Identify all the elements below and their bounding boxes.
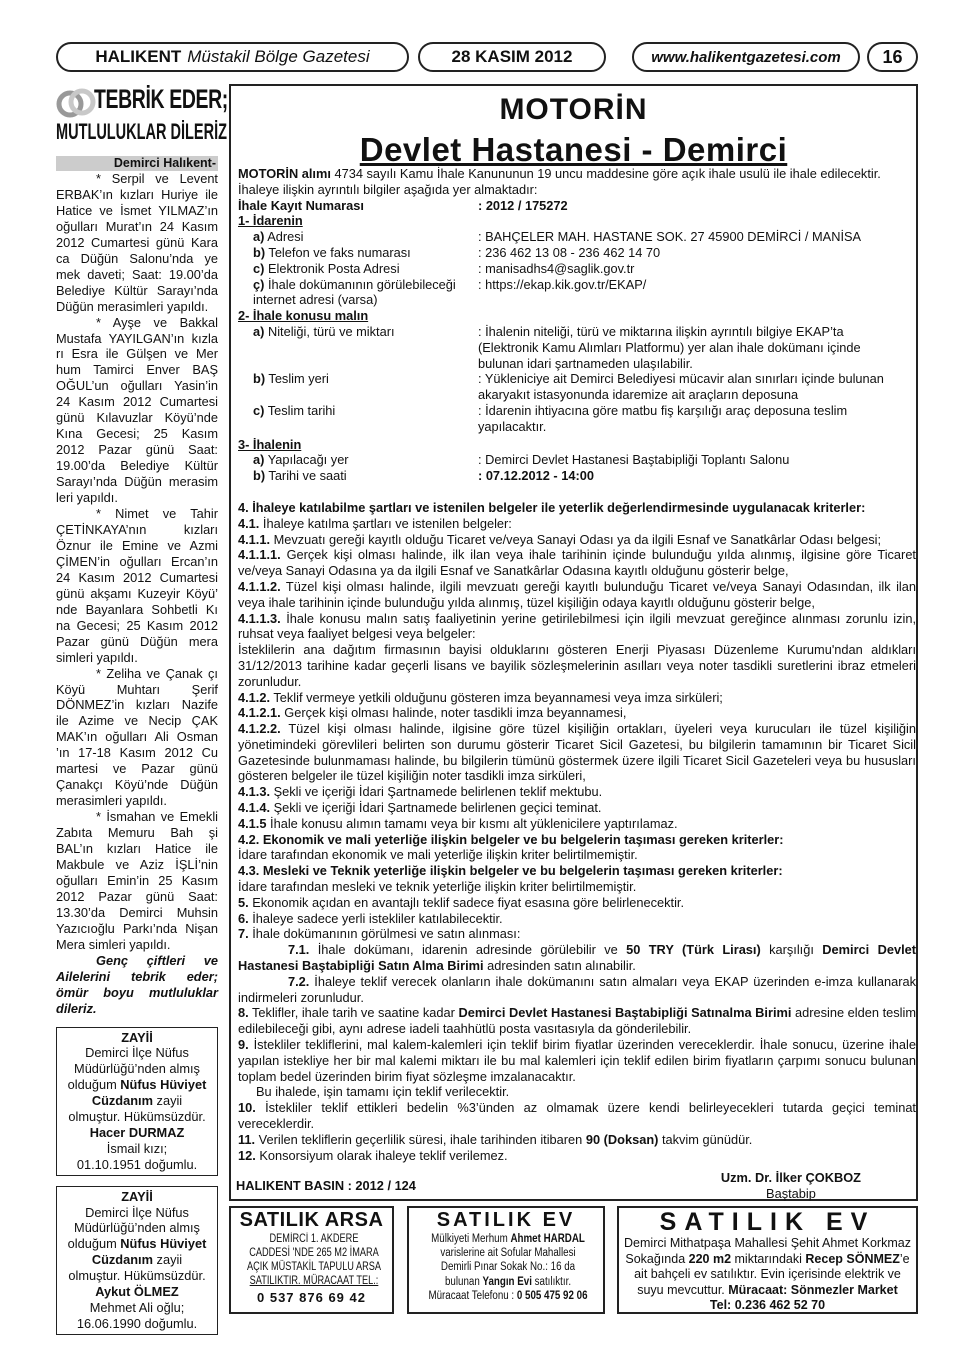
page-number: 16	[867, 42, 918, 72]
section-heading: 1- İdarenin	[238, 213, 303, 229]
clause: 4.1.1.2. Tüzel kişi olması halinde, ilgili mevzuatı gereği kayıtlı bulunduğu Ticaret ve/veya Sanayi Odasından, ilk ilan veya ihale tarihinin içinde bulunduğu yılda alınmış, tüzel kişiliğin odaya kayıtlı olduğunu gösterir belge,	[238, 578, 916, 610]
clause: 7.1. İhale dokümanı, idarenin adresinde görülebilir ve 50 TRY (Türk Lirası) karşılığı Demirci Devlet Hastanesi Baştabipliği Satın Alma Birimi adresinden satın alınabilir.	[238, 942, 916, 974]
ad-phone[interactable]: 0 537 876 69 42	[257, 1290, 366, 1305]
clause: 4.1.5 İhale konusu alımın tamamı veya bir kısmı alt yüklenicilere yaptırılamaz.	[238, 815, 678, 831]
info-row: b) Teslim yeri : Yükleniciye ait Demirci Belediyesi mücavir alan sınırları içinde bulunan akaryakıt istasyonunda idaremize ait araçların deposuna	[253, 371, 884, 403]
clause: 4.1.2.1. Gerçek kişi olması halinde, noter tasdikli imza beyannamesi,	[238, 705, 627, 721]
clause: 4.1.1.1. Gerçek kişi olması halinde, ilk ilan veya ihale tarihinin içinde bulunduğu yılda alınmış, ilgisine göre Ticaret ve/veya Sanayi Odasına ya da ilgili Esnaf ve Sanatkârlar Odasına kayıtlı olduğunu gösterir belge,	[238, 547, 916, 579]
ad-body: Mülkiyeti Merhum Ahmet HARDAL varislerine ait Sofular Mahallesi Demirli Pınar Sokak No.: 16 da bulunan Yangın Evi satılıktır. Müracaat Telefonu : 0 505 475 92 06	[428, 1233, 588, 1302]
lost-id-notice	[56, 1186, 218, 1335]
tender-title: MOTORİN	[499, 93, 648, 126]
ekap-link[interactable]: : https://ekap.kik.gov.tr/EKAP/	[478, 276, 647, 292]
clause: 4.1.1.3. İhale konusu malın satış faaliyetinin yerine getirilebilmesi için ilgili mevzuat gereğince alınması zorunlu izin, ruhsat veya faaliyet belgesi veya belgeler:	[238, 610, 916, 642]
section-heading: 3- İhalenin	[238, 436, 302, 452]
congratulations-subtitle: MUTLULUKLAR DİLERİZ	[56, 119, 227, 144]
clause: 5. Ekonomik açıdan en avantajlı teklif sadece fiyat esasına göre belirlenecektir.	[238, 894, 685, 910]
notice-line: Müdürlüğü’nden almış	[74, 1220, 200, 1236]
congratulations-body	[56, 171, 218, 953]
clause: İdare tarafından ekonomik ve mali yeterliğe ilişkin kriter belirtilmemiştir.	[238, 847, 638, 863]
notice-title: ZAYİİ	[121, 1188, 153, 1204]
notice-line: Müdürlüğü’nden almış	[74, 1061, 200, 1077]
notice-line: olmuştur. Hükümsüzdür.	[68, 1268, 206, 1284]
clause: İsteklilerin ana dağıtım firmasının bayisi olduklarını gösteren Enerji Piyasası Düzenleme Kurumu'ndan aldıkları 31/12/2013 tarihine kadar geçerli lisans ve bayilik sözleşmelerinin asılları veya noter tasdikli suretlerini ibraz etmeleri zorunludur.	[238, 642, 916, 689]
email-link[interactable]: : manisadhs4@saglik.gov.tr	[478, 260, 635, 276]
news-source-label: Demirci Halıkent-	[56, 156, 218, 171]
clause: 4.1. İhaleye katılma şartları ve istenilen belgeler:	[238, 515, 512, 531]
tender-announcement	[229, 84, 918, 1201]
ad-body: Demirci Mithatpaşa Mahallesi Şehit Ahmet Korkmaz Sokağında 220 m2 miktarındaki Recep SÖNMEZ’e ait bahçeli ev satılıktır. Evin içerisinde elektrik ve suyu mevcuttur. Müracaat: Sönmezler Market Tel: 0.236 462 52 70	[619, 1236, 916, 1314]
notice-name: Hacer DURMAZ	[89, 1124, 185, 1140]
ad-body: DEMİRCİ 1. AKDERE CADDESİ 'NDE 265 M2 İMARA AÇIK MÜSTAKİL TAPULU ARSA SATILIKTIR. MÜRACAAT TEL.:	[246, 1233, 382, 1287]
ad-house-for-sale	[617, 1206, 918, 1314]
congratulations-paragraph: * İsmahan ve Emekli Zabıta Memuru Bah şi BAL’ın kızları Hatice ile Makbule ve Aziz İŞLİ’nin oğulları Emin’in 25 Kasım 2012 Pazar günü Saat: 13.30’da Demirci Muhsin Yazıcıoğlu Parkı’nda Nişan Mera simleri yapıldı.	[56, 809, 218, 952]
congratulations-closing: Genç çiftleri ve Ailelerini tebrik eder; ömür boyu mutluluklar dileriz.	[56, 952, 218, 1016]
ad-title: SATILIK ARSA	[239, 1209, 384, 1231]
congratulations-paragraph: * Ayşe ve Bakkal Mustafa YAYILGAN’ın kızla rı Esra ile Gülşen ve Mer hum Tamirci Enver BAŞ OĞUL’un oğulları Yasin’in 24 Kasım 2012 Cumartesi günü Kılavuzlar Köyü’nde Kına Gecesi; 25 Kasım 2012 Pazar günü Saat: 19.00’da Belediye Kültür Sarayı’nda Düğün merasim leri yapıldı.	[56, 314, 218, 506]
congratulations-paragraph: * Nimet ve Tahir ÇETİNKAYA’nın kızları Öznur ile Emine ve Azmi ÇİMEN’in oğulları Ercan’ın 24 Kasım 2012 Cumartesi günü akşamı Kuzeyir Köyü’ nde Bayanlara Sohbetli Kı na Gecesi; 25 Kasım 2012 Pazar günü Düğün mera simleri yapıldı.	[56, 506, 218, 665]
clause: 10. İstekliler teklif ettikleri bedelin %3’ünden az olmamak üzere kendi belirleyecekleri tutarda geçici teminat vereceklerdir.	[238, 1100, 916, 1132]
clause: 4.1.1. Mevzuatı gereği kayıtlı olduğu Ticaret ve/veya Sanayi Odası ya da ilgili Esnaf ve Sanatkârlar Odası belgesi;	[238, 531, 882, 547]
congratulations-paragraph: * Serpil ve Levent ERBAK’ın kızları Huriye ile Hatice ve İsmet YILMAZ’ın oğulları Murat’ın 24 Kasım 2012 Cumartesi günü Kara ca Düğün Salonu’nda ye mek daveti; Saat: 19.00’da Belediye Kültür Sarayı’nda Düğün merasimleri yapıldı.	[56, 171, 218, 314]
page-header	[56, 42, 918, 72]
info-row: c) Elektronik Posta Adresi : manisadhs4@saglik.gov.tr	[238, 261, 916, 277]
notice-birth: 01.10.1951 doğumlu.	[76, 1156, 198, 1172]
clause: 9. İstekliler tekliflerini, mal kalem-kalemleri için teklif birim fiyatlar üzerinden vereceklerdir. İhale sonucu, üzerine ihale yapılan istekliye her bir mal kalemi miktarı ile bu mal kalemleri için teklif edilen birim fiyatların çarpımı sonucu bulunan toplam bedel üzerinden birim fiyat sözleşme imzalanacaktır.	[238, 1037, 916, 1084]
notice-parent: İsmail kızı;	[106, 1140, 168, 1156]
ad-title: SATILIK EV	[436, 1209, 576, 1231]
clause: 7. İhale dokümanının görülmesi ve satın alınması:	[238, 926, 521, 942]
issue-date: 28 KASIM 2012	[418, 42, 606, 72]
tender-registry-row: İhale Kayıt Numarası : 2012 / 175272	[238, 197, 568, 213]
notice-parent: Mehmet Ali oğlu;	[89, 1300, 185, 1316]
wedding-rings-icon	[56, 86, 98, 120]
notice-line: olduğum Nüfus Hüviyet	[67, 1077, 207, 1093]
notice-line: Demirci İlçe Nüfus	[85, 1204, 189, 1220]
clause: 4.1.3. Şekli ve içeriği İdari Şartnamede belirlenen teklif mektubu.	[238, 784, 603, 800]
clause: 4.1.4. Şekli ve içeriği İdari Şartnamede belirlenen geçici teminat.	[238, 800, 602, 816]
ad-phone[interactable]: Tel: 0.236 462 52 70	[709, 1298, 826, 1312]
signatory-name: Uzm. Dr. İlker ÇOKBOZ	[720, 1170, 861, 1185]
notice-name: Aykut ÖLMEZ	[95, 1284, 179, 1300]
congratulations-paragraph: * Zeliha ve Çanak çı Köyü Muhtarı Şerif DÖNMEZ’in kızları Nazife ile Azime ve Necip ÇAK MAK’ın oğulları Ali Osman ’ın 17-18 Kasım 2012 Cu martesi ve Pazar günü Çanakçı Köyü’nde Düğün merasimleri yapıldı.	[56, 665, 218, 809]
clause: 11. Verilen tekliflerin geçerlilik süresi, ihale tarihinden itibaren 90 (Doksan) takvim günüdür.	[238, 1131, 753, 1147]
congratulations-title: TEBRİK EDER;	[94, 84, 228, 114]
press-reference: HALIKENT BASIN : 2012 / 124	[236, 1178, 416, 1193]
clause: 4.1.2.2. Tüzel kişi olması halinde, ilgisine göre tüzel kişiliğin ortakları, üyeleri veya kurucuları ile tüzel kişiliğin yönetimindeki görevlileri belirten son durumu gösterir Ticaret Sicil Gazetesi, bu bilgilerin tamamının bir Ticaret Sicil Gazetesinde bulunmaması halinde, bu bilgilerin tümünü göstermek üzere ilgili Ticaret Sicil Gazeteleri veya bu hususları gösteren belgeler ile tüzel kişiliğin noter tasdikli imza sirküleri,	[238, 721, 916, 784]
clause: 7.2. İhaleye teklif verecek olanların ihale dokümanını satın almaları veya EKAP üzerinden e-imza kullanarak indirmeleri zorunludur.	[238, 973, 916, 1005]
info-row: b) Tarihi ve saati : 07.12.2012 - 14:00	[253, 468, 594, 484]
info-row: a) Yapılacağı yer : Demirci Devlet Hastanesi Baştabipliği Toplantı Salonu	[253, 452, 790, 468]
notice-line: olduğum Nüfus Hüviyet	[67, 1236, 207, 1252]
classified-ads	[229, 1206, 918, 1314]
clause: 4.1.2. Teklif vermeye yetkili olduğunu gösteren imza beyannamesi veya imza sirküleri;	[238, 689, 723, 705]
signatory-title: Baştabip	[766, 1185, 816, 1201]
info-row: a) Adresi : BAHÇELER MAH. HASTANE SOK. 27 45900 DEMİRCİ / MANİSA	[253, 229, 862, 245]
clause: 12. Konsorsiyum olarak ihaleye teklif verilemez.	[238, 1147, 508, 1163]
congratulations-header	[56, 84, 228, 154]
notice-line: Demirci İlçe Nüfus	[85, 1045, 189, 1061]
tender-subtitle: Devlet Hastanesi - Demirci	[359, 131, 788, 168]
info-row: a) Niteliği, türü ve miktarı : İhalenin niteliği, türü ve miktarına ilişkin ayrıntılı bilgiye EKAP’ta (Elektronik Kamu Alımları Platformu) yer alan ihale dokümanı içinde bulunan idari şartnameden ulaşılabilir.	[253, 323, 861, 371]
tender-intro: MOTORİN alımı 4734 sayılı Kamu İhale Kanununun 19 uncu maddesine göre açık ihale usulü ile ihale edilecektir.	[238, 166, 881, 181]
signature-block	[721, 1170, 861, 1202]
ad-house-for-sale	[407, 1206, 605, 1314]
ad-phone[interactable]: 0 505 475 92 06	[516, 1289, 588, 1302]
notice-line: olmuştur. Hükümsüzdür.	[68, 1109, 206, 1125]
tender-body	[238, 166, 916, 1163]
clause-heading: 4.2. Ekonomik ve mali yeterliğe ilişkin belgeler ve bu belgelerin taşıması gereken kriterler:	[238, 831, 784, 847]
ad-land-for-sale	[229, 1206, 394, 1314]
info-row: c) Teslim tarihi : İdarenin ihtiyacına göre matbu fiş karşılığı araç deposuna teslim yapılacaktır.	[253, 402, 848, 434]
info-row: ç) İhale dokümanının görülebileceği internet adresi (varsa) : https://ekap.kik.gov.tr/EKAP/	[238, 277, 916, 309]
notice-line: Cüzdanım zayii	[91, 1093, 183, 1109]
section-heading: 4. İhaleye katılabilme şartları ve istenilen belgeler ile yeterlik değerlendirmesinde uygulanacak kriterler:	[238, 499, 866, 515]
newspaper-name-pill	[56, 42, 409, 72]
clause: İdare tarafından mesleki ve teknik yeterliğe ilişkin kriter belirtilmemiştir.	[238, 879, 637, 895]
newspaper-tagline: Müstakil Bölge Gazetesi	[187, 47, 370, 66]
notice-title: ZAYİİ	[121, 1029, 153, 1045]
website-link[interactable]: www.halikentgazetesi.com	[632, 42, 860, 72]
clause-heading: 4.3. Mesleki ve Teknik yeterliğe ilişkin belgeler ve bu belgelerin taşıması gereken kriterler:	[238, 863, 783, 879]
clause: 6. İhaleye sadece yerli istekliler katılabilecektir.	[238, 910, 503, 926]
clause: 8. Teklifler, ihale tarih ve saatine kadar Demirci Devlet Hastanesi Baştabipliği Satınalma Birimi adresine elden teslim edilebileceği gibi, aynı adrese iadeli taahhütlü posta vasıtasıyla da gönderilebilir.	[238, 1005, 916, 1037]
section-heading: 2- İhale konusu malın	[238, 308, 369, 324]
congratulations-column	[56, 84, 228, 1335]
lost-id-notice	[56, 1027, 218, 1176]
notice-birth: 16.06.1990 doğumlu.	[76, 1315, 198, 1331]
newspaper-name: HALIKENT	[95, 47, 182, 66]
info-row: b) Telefon ve faks numarası : 236 462 13 08 - 236 462 14 70	[253, 244, 661, 260]
ad-title: SATILIK EV	[659, 1208, 876, 1236]
notice-line: Cüzdanım zayii	[91, 1252, 183, 1268]
clause: Bu ihalede, işin tamamı için teklif verilecektir.	[256, 1084, 510, 1100]
tender-intro-2: İhaleye ilişkin ayrıntılı bilgiler aşağıda yer almaktadır:	[238, 181, 538, 197]
